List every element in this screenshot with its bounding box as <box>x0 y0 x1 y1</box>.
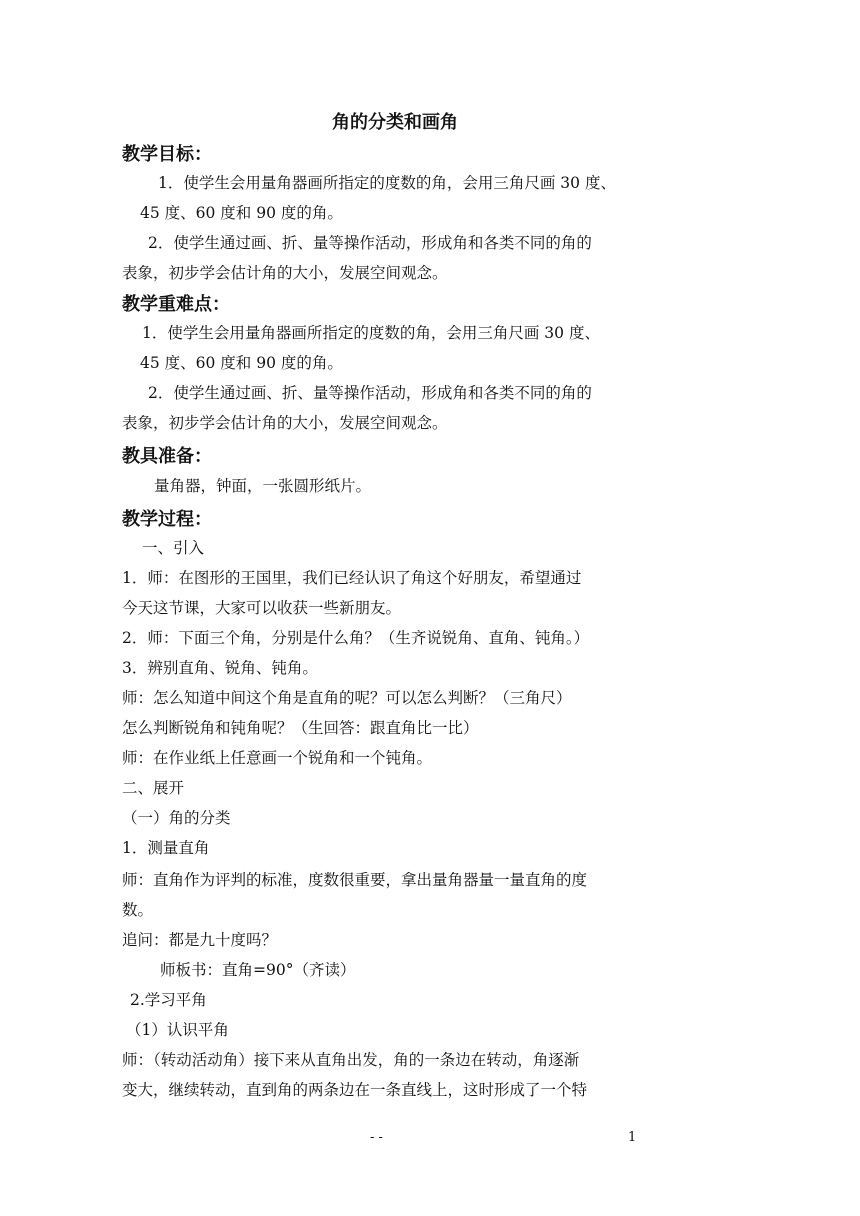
section-heading-process: 教学过程： <box>122 509 212 530</box>
process-line: 1．测量直角 <box>122 839 210 857</box>
section-heading-key-points: 教学重难点： <box>122 294 230 315</box>
process-line: 二、展开 <box>122 779 185 797</box>
process-line: 变大，继续转动，直到角的两条边在一条直线上，这时形成了一个特 <box>122 1081 588 1099</box>
key-points-line: 1．使学生会用量角器画所指定的度数的角，会用三角尺画 30 度、 <box>142 324 600 342</box>
process-line: 3．辨别直角、锐角、钝角。 <box>122 659 318 677</box>
page-number: 1 <box>628 1130 637 1145</box>
key-points-line: 45 度、60 度和 90 度的角。 <box>140 354 343 372</box>
process-line: 师板书：直角=90°（齐读） <box>160 961 356 979</box>
process-line: 师：直角作为评判的标准，度数很重要，拿出量角器量一量直角的度 <box>122 871 588 889</box>
objectives-line: 1．使学生会用量角器画所指定的度数的角，会用三角尺画 30 度、 <box>158 174 616 192</box>
process-line: 数。 <box>122 901 154 919</box>
process-line: （一）角的分类 <box>122 809 231 827</box>
section-heading-tools: 教具准备： <box>122 446 212 467</box>
objectives-line: 45 度、60 度和 90 度的角。 <box>140 204 343 222</box>
process-line: 追问：都是九十度吗？ <box>122 931 278 949</box>
key-points-line: 2．使学生通过画、折、量等操作活动，形成角和各类不同的角的 <box>148 384 592 402</box>
section-heading-objectives: 教学目标： <box>122 144 212 165</box>
process-line: 师：怎么知道中间这个角是直角的呢？可以怎么判断？（三角尺） <box>122 689 572 707</box>
footer-marks: - - <box>370 1130 383 1145</box>
tools-line: 量角器，钟面，一张圆形纸片。 <box>154 477 372 495</box>
process-line: 师：在作业纸上任意画一个锐角和一个钝角。 <box>122 749 433 767</box>
process-line: 师：（转动活动角）接下来从直角出发，角的一条边在转动，角逐渐 <box>122 1051 580 1069</box>
document-title: 角的分类和画角 <box>332 112 458 133</box>
process-line: 1．师：在图形的王国里，我们已经认识了角这个好朋友，希望通过 <box>122 569 582 587</box>
process-line: 2.学习平角 <box>130 991 207 1009</box>
objectives-line: 表象，初步学会估计角的大小，发展空间观念。 <box>122 264 448 282</box>
key-points-line: 表象，初步学会估计角的大小，发展空间观念。 <box>122 414 448 432</box>
process-line: （1）认识平角 <box>126 1021 229 1039</box>
process-line: 2．师：下面三个角，分别是什么角？（生齐说锐角、直角、钝角。） <box>122 629 590 647</box>
process-line: 今天这节课，大家可以收获一些新朋友。 <box>122 599 402 617</box>
objectives-line: 2．使学生通过画、折、量等操作活动，形成角和各类不同的角的 <box>148 234 592 252</box>
process-line: 一、引入 <box>142 539 205 557</box>
process-line: 怎么判断锐角和钝角呢？（生回答：跟直角比一比） <box>122 719 479 737</box>
